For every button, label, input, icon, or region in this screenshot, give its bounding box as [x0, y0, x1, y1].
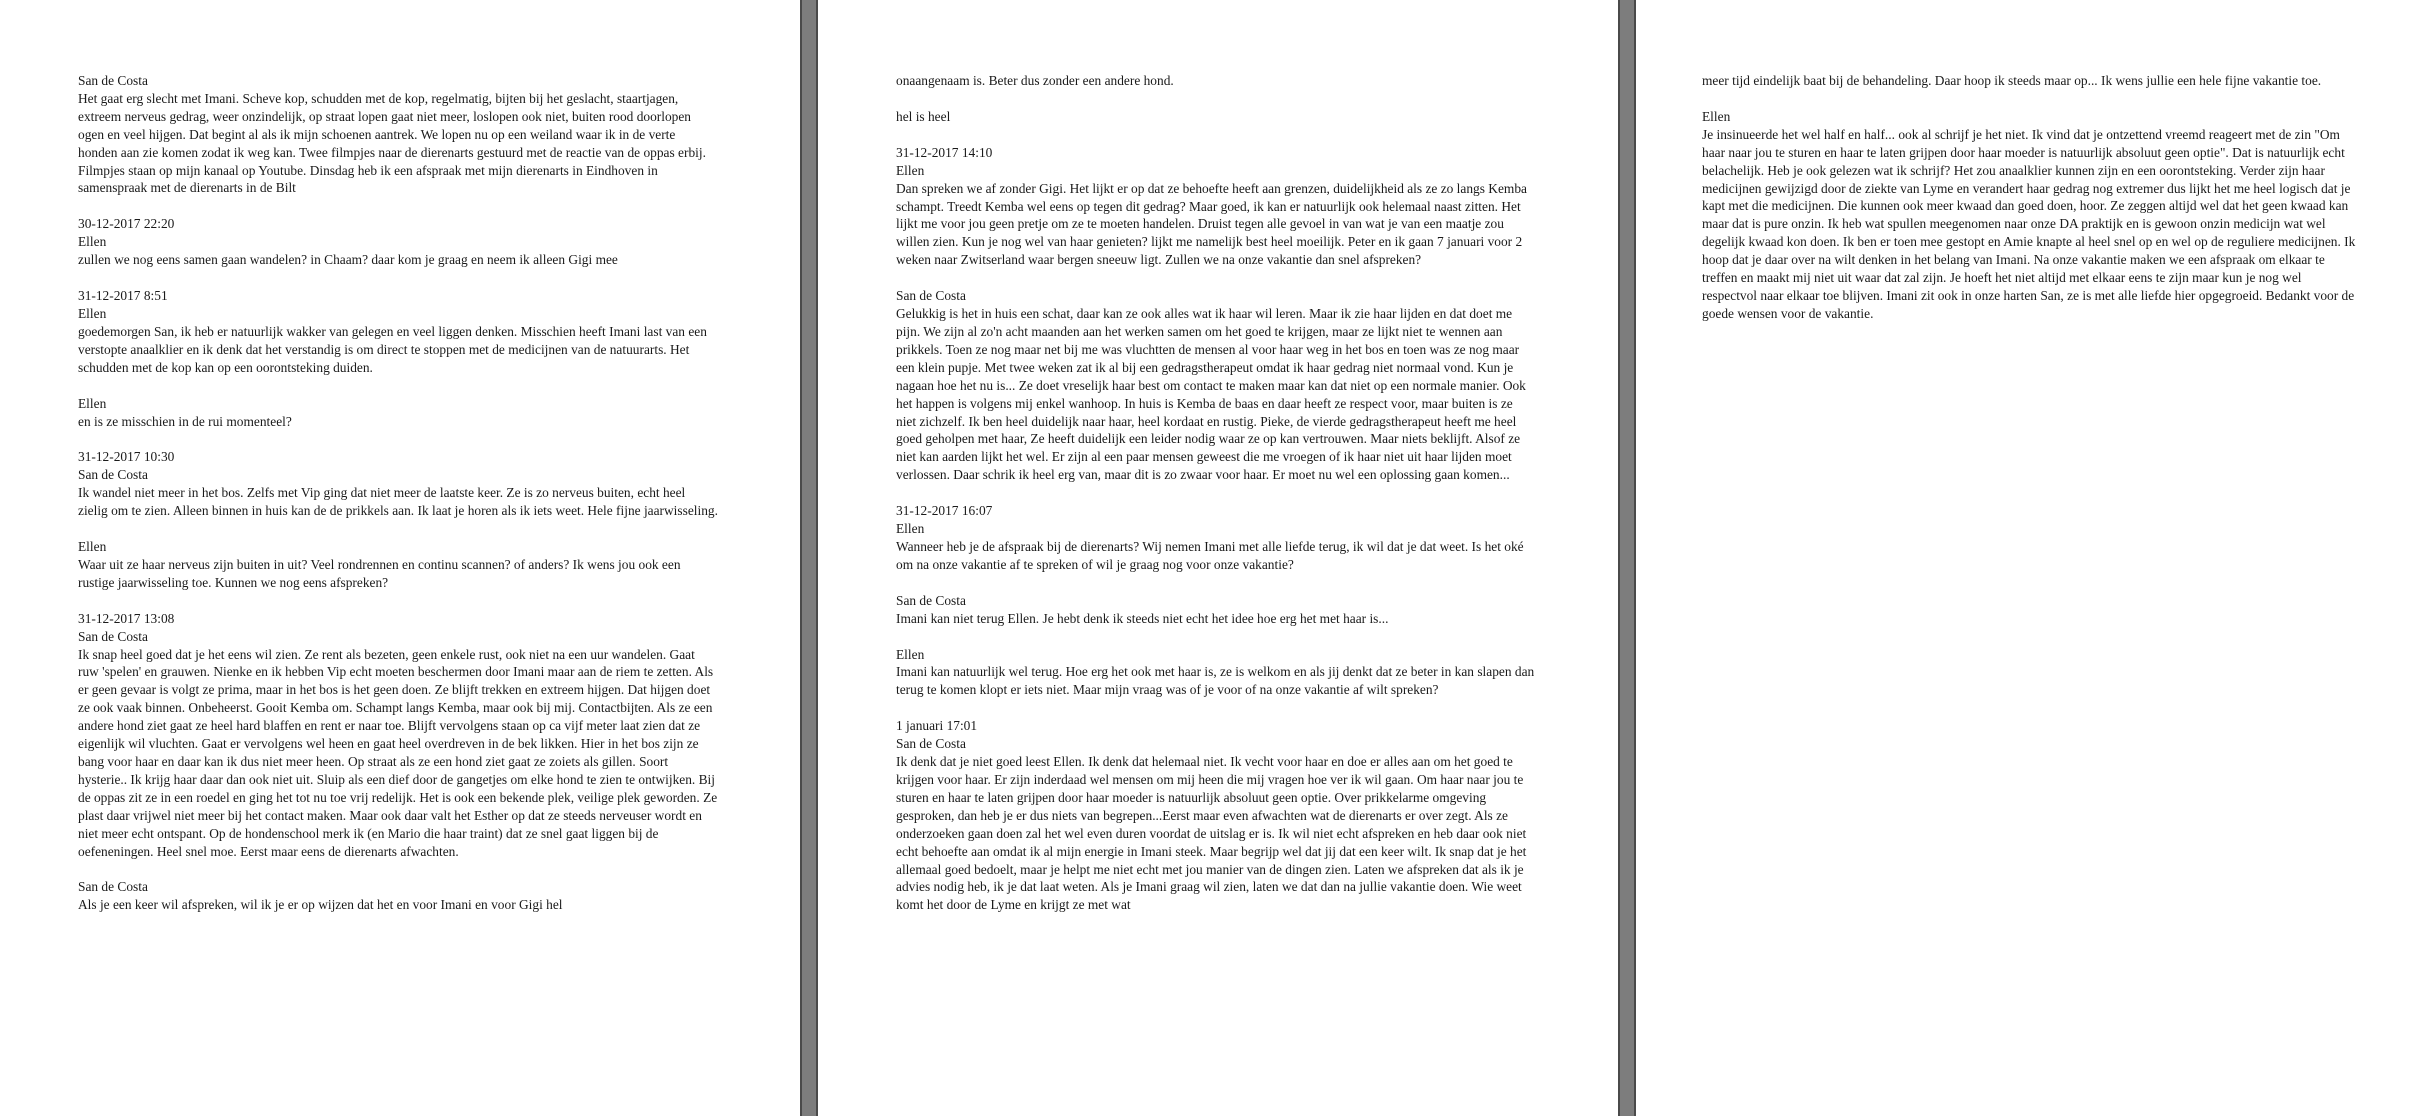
paragraph-line: meer tijd eindelijk baat bij de behandeling. Daar hoop ik steeds maar op... Ik wens jullie een hele fijne vakantie toe.: [1702, 73, 2322, 88]
paragraph-line: 31-12-2017 13:08: [78, 610, 175, 626]
page-3-text: [1702, 72, 2358, 323]
paragraph-line: Wanneer heb je de afspraak bij de dierenarts? Wij nemen Imani met alle liefde terug, ik wil dat je dat weet. Is het oké om na onze vakantie af te spreken of wil je graag nog voor onze vakantie?: [896, 538, 1524, 572]
paragraph-line: en is ze misschien in de rui momenteel?: [78, 413, 292, 429]
paragraph-line: Waar uit ze haar nerveus zijn buiten in uit? Veel rondrennen en continu scannen? of anders? Ik wens jou ook een rustige jaarwisseling toe. Kunnen we nog eens afspreken?: [78, 556, 681, 590]
paragraph-line: goedemorgen San, ik heb er natuurlijk wakker van gelegen en veel liggen denken. Misschien heeft Imani last van een verstopte anaalklier en ik denk dat het verstandig is om direct te stoppen met de medicijnen van de natuurarts. Het schudden met de kop kan op een oorontsteking duiden.: [78, 323, 707, 375]
paragraph: [896, 72, 1536, 90]
paragraph-line: Ik snap heel goed dat je het eens wil zien. Ze rent als bezeten, geen enkele rust, ook niet na een uur wandelen. Gaat ruw 'spelen' en grauwen. Nienke en ik hebben Vip echt moeten beschermen door Imani maar aan de riem te zetten. Als er geen gevaar is volgt ze prima, maar in het bos is het geen doen. Ze blijft trekken en extreem hijgen. Dat hijgen doet ze ook vaak binnen. Onbeheerst. Gooit Kemba om. Schampt langs Kemba, maar ook bij mij. Contactbijten. Als ze een andere hond ziet gaat ze heel hard blaffen en rent er naar toe. Blijft vervolgens staan op ca vijf meter laat zien dat ze eigenlijk wil vluchten. Gaat er vervolgens wel heen en gaat heel overdreven in de bek likken. Hier in het bos zijn ze bang voor haar en daar kan ik dus niet meer heen. Op straat als ze een hond ziet gaat ze zoiets als gillen. Soort hysterie.. Ik krijg haar daar dan ook niet uit. Sluip als een dief door de gangetjes om elke hond te zien te ontwijken. Bij de oppas zit ze in een roedel en ging het tot nu toe vrij redelijk. Het is ook een bekende plek, veilige plek geworden. Ze plast daar vrijwel niet meer bij het contact maken. Maar ook daar valt het Esther op dat ze steeds nerveuser wordt en niet meer echt ontspant. Op de hondenschool merk ik (en Mario die haar traint) dat ze snel gaat liggen bij de oefeneningen. Heel snel moe. Eerst maar eens de dierenarts afwachten.: [78, 646, 718, 859]
paragraph: [78, 610, 718, 861]
paragraph-line: Ellen: [896, 646, 925, 662]
document-page-2[interactable]: [818, 0, 1618, 1116]
paragraph-line: Als je een keer wil afspreken, wil ik je er op wijzen dat het en voor Imani en voor Gigi hel: [78, 897, 563, 913]
paragraph: [896, 108, 1536, 126]
paragraph: [1702, 108, 2358, 323]
paragraph-line: Ellen: [896, 162, 925, 178]
paragraph: [896, 717, 1536, 914]
paragraph: [896, 144, 1536, 269]
paragraph: [78, 287, 718, 377]
paragraph-line: Imani kan natuurlijk wel terug. Hoe erg het ook met haar is, ze is welkom en als jij denkt dat ze beter in kan slapen dan terug te komen klopt er iets niet. Maar mijn vraag was of je voor of na onze vakantie af wilt spreken?: [896, 664, 1535, 698]
page-2-text: [896, 72, 1536, 914]
paragraph: [78, 72, 718, 197]
paragraph: [78, 395, 718, 431]
paragraph-line: hel is heel: [896, 108, 951, 124]
paragraph-line: Je insinueerde het wel half en half... ook al schrijf je het niet. Ik vind dat je ontzettend vreemd reageert met de zin "Om haar naar jou te sturen en haar te laten grijpen door haar moeder is natuurlijk absoluut geen optie". Dat is natuurlijk echt belachelijk. Heb je ook gelezen wat ik schrijf? Het zou anaalklier kunnen zijn en een oorontsteking. Verder zijn haar medicijnen gewijzigd door de ziekte van Lyme en verandert haar gedrag nog extremer dus lijkt het me heel logisch dat je kapt met die medicijnen. Die kunnen ook meer kwaad dan goed doen, hoor. Ze zeggen altijd wel dat het geen kwaad kan maar dat is pure onzin. Ik heb wat spullen meegenomen naar onze DA praktijk en is gewoon onzin medicijn wat wel degelijk kwaad kon doen. Ik ben er toen mee gestopt en Amie knapte al heel snel op en wel op de reguliere medicijnen. Ik hoop dat je daar over na wilt denken in het belang van Imani. Na onze vakantie maken we een afspraak om elkaar te treffen en maakt mij niet uit waar dat zal zijn. Je hoeft het niet altijd met elkaar eens te zijn maar kun je nog wel respectvol naar elkaar toe blijven. Imani zit ook in onze harten San, ze is met alle liefde hier opgegroeid. Bedankt voor de goede wensen voor de vakantie.: [1702, 126, 2356, 321]
page-separator: [800, 0, 818, 1116]
page-separator: [1618, 0, 1636, 1116]
paragraph-line: onaangenaam is. Beter dus zonder een andere hond.: [896, 73, 1174, 88]
paragraph-line: San de Costa: [896, 736, 966, 752]
paragraph: [896, 646, 1536, 700]
paragraph: [78, 878, 718, 914]
paragraph: [1702, 72, 2358, 90]
paragraph-line: 31-12-2017 10:30: [78, 449, 175, 465]
paragraph-line: Ellen: [1702, 108, 1731, 124]
paragraph-line: San de Costa: [78, 879, 148, 895]
paragraph-line: San de Costa: [896, 592, 966, 608]
paragraph-line: Ik wandel niet meer in het bos. Zelfs met Vip ging dat niet meer de laatste keer. Ze is zo nerveus buiten, echt heel zielig om te zien. Alleen binnen in huis kan de de prikkels aan. Ik laat je horen als ik iets weet. Hele fijne jaarwisseling.: [78, 485, 718, 519]
paragraph: [896, 502, 1536, 574]
paragraph: [78, 215, 718, 269]
paragraph-line: Dan spreken we af zonder Gigi. Het lijkt er op dat ze behoefte heeft aan grenzen, duidelijkheid als ze zo langs Kemba schampt. Treedt Kemba wel eens op tegen dit gedrag? Maar goed, ik kan er natuurlijk ook helemaal naast zitten. Het lijkt me voor jou geen pretje om ze te moeten handelen. Druist tegen alle gevoel in van wat je van een maatje zou willen zien. Kun je nog wel van haar genieten? lijkt me namelijk best heel moeilijk. Peter en ik gaan 7 januari voor 2 weken naar Zwitserland waar bergen sneeuw ligt. Zullen we na onze vakantie dan snel afspreken?: [896, 180, 1527, 268]
paragraph-line: San de Costa: [78, 467, 148, 483]
paragraph: [78, 538, 718, 592]
paragraph-line: 31-12-2017 16:07: [896, 503, 993, 519]
paragraph-line: 31-12-2017 14:10: [896, 144, 993, 160]
paragraph: [896, 287, 1536, 484]
paragraph-line: San de Costa: [896, 288, 966, 304]
document-page-1[interactable]: [0, 0, 800, 1116]
paragraph-line: 1 januari 17:01: [896, 718, 978, 734]
paragraph-line: Imani kan niet terug Ellen. Je hebt denk ik steeds niet echt het idee hoe erg het met haar is...: [896, 610, 1389, 626]
paragraph-line: Ellen: [78, 539, 107, 555]
page-1-text: [78, 72, 718, 914]
paragraph-line: Ik denk dat je niet goed leest Ellen. Ik denk dat helemaal niet. Ik vecht voor haar en doe er alles aan om het goed te krijgen voor haar. Er zijn inderdaad wel mensen om mij heen die mij vragen hoe ver ik wil gaan. Om haar naar jou te sturen en haar te laten grijpen door haar moeder is natuurlijk absoluut geen optie. Over prikkelarme omgeving gesproken, dan heb je er dus niets van begrepen...Eerst maar even afwachten wat de dierenarts er over zegt. Als ze onderzoeken gaan doen zal het wel even duren voordat de uitslag er is. Ik wil niet echt afspreken en heb daar ook niet echt behoefte aan omdat ik al mijn energie in Imani steek. Maar begrijp wel dat jij dat een keer wilt. Ik snap dat je het allemaal goed bedoelt, maar je helpt me niet echt met jou manier van de dingen zien. Laten we afspreken dat als ik je advies nodig heb, ik je dat laat weten. Als je Imani graag wil zien, laten we dat dan na jullie vakantie doen. Wie weet komt het door de Lyme en krijgt ze met wat: [896, 754, 1527, 913]
paragraph-line: San de Costa: [78, 73, 148, 88]
paragraph-line: zullen we nog eens samen gaan wandelen? in Chaam? daar kom je graag en neem ik alleen Gigi mee: [78, 252, 618, 268]
paragraph-line: Ellen: [896, 521, 925, 537]
paragraph: [78, 448, 718, 520]
paragraph-line: 31-12-2017 8:51: [78, 288, 168, 304]
paragraph-line: Gelukkig is het in huis een schat, daar kan ze ook alles wat ik haar wil leren. Maar ik zie haar lijden en dat doet me pijn. We zijn al zo'n acht maanden aan het werken samen om het goed te krijgen, maar ze lijkt niet te wennen aan prikkels. Toen ze nog maar net bij me was vluchtten de mensen al voor haar weg in het bos en toen was ze nog maar een klein pupje. Met twee weken zat ik al bij een gedragstherapeut omdat ik haar gedrag niet normaal vond. Kun je nagaan hoe het nu is... Ze doet vreselijk haar best om contact te maken maar kan dat niet op een normale manier. Ook het happen is volgens mij enkel wanhoop. In huis is Kemba de baas en daar heeft ze respect voor, maar buiten is ze niet zichzelf. Ik ben heel duidelijk naar haar, heel kordaat en rustig. Pieke, de vierde gedragstherapeut heeft me heel goed geholpen met haar, Ze heeft duidelijk een leider nodig waar ze op kan vertrouwen. Maar niets beklijft. Alsof ze niet kan aarden lijkt het wel. Er zijn al een paar mensen geweest die me vroegen of ik haar niet uit haar lijden moet verlossen. Daar schrik ik heel erg van, maar dit is zo zwaar voor haar. Er moet nu wel een oplossing gaan komen...: [896, 306, 1526, 483]
paragraph-line: Ellen: [78, 395, 107, 411]
paragraph-line: Ellen: [78, 234, 107, 250]
document-page-3[interactable]: [1636, 0, 2418, 1116]
paragraph: [896, 592, 1536, 628]
paragraph-line: 30-12-2017 22:20: [78, 216, 175, 232]
paragraph-line: San de Costa: [78, 628, 148, 644]
paragraph-line: Ellen: [78, 305, 107, 321]
paragraph-line: Het gaat erg slecht met Imani. Scheve kop, schudden met de kop, regelmatig, bijten bij het geslacht, staartjagen, extreem nerveus gedrag, weer onzindelijk, op straat lopen gaat niet meer, loslopen ook niet, buiten rood doorlopen ogen en veel hijgen. Dat begint al als ik mijn schoenen aantrek. We lopen nu op een weiland waar ik in de verte honden aan zie komen zodat ik weg kan. Twee filmpjes naar de dierenarts gestuurd met de reactie van de oppas erbij. Filmpjes staan op mijn kanaal op Youtube. Dinsdag heb ik een afspraak met mijn dierenarts in Eindhoven in samenspraak met de dierenarts in de Bilt: [78, 90, 706, 196]
